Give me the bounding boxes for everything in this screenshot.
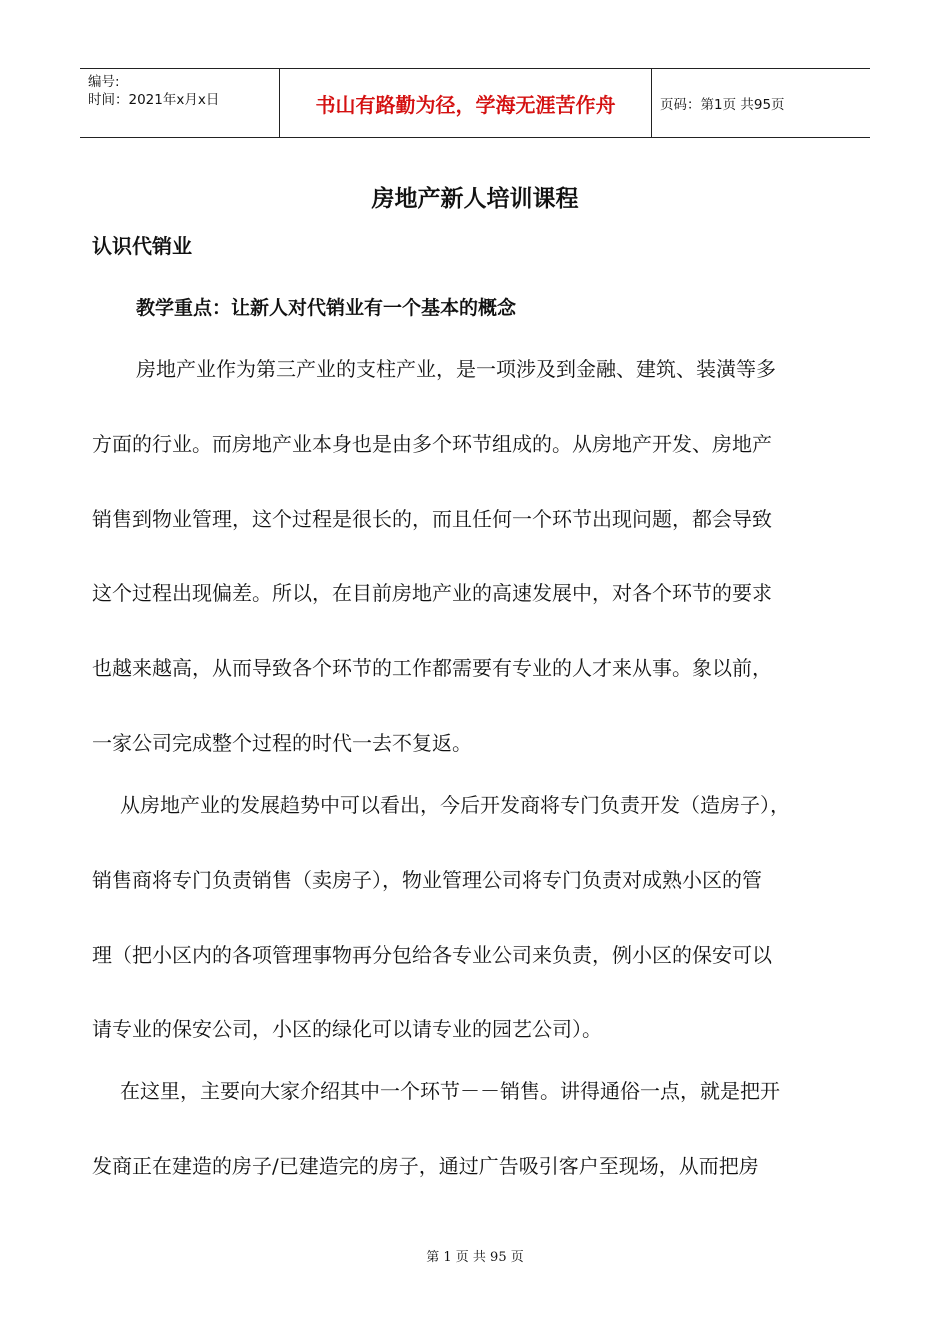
page-header — [80, 68, 870, 138]
page-footer: 第 1 页 共 95 页 — [426, 1250, 524, 1265]
body-line: 请专业的保安公司，小区的绿化可以请专业的园艺公司）。 — [92, 1017, 602, 1041]
section-heading: 认识代销业 — [92, 234, 192, 258]
body-line: 一家公司完成整个过程的时代一去不复返。 — [92, 731, 472, 755]
header-meta — [80, 69, 280, 137]
body-line: 销售商将专门负责销售（卖房子），物业管理公司将专门负责对成熟小区的管 — [92, 868, 762, 892]
body-line: 销售到物业管理，这个过程是很长的，而且任何一个环节出现问题，都会导致 — [92, 507, 772, 531]
body-line: 在这里，主要向大家介绍其中一个环节－－销售。讲得通俗一点，就是把开 — [120, 1079, 780, 1103]
body-line: 从房地产业的发展趋势中可以看出，今后开发商将专门负责开发（造房子）， — [120, 793, 790, 817]
doc-date: 时间：2021年x月x日 — [88, 92, 220, 108]
body-line: 也越来越高，从而导致各个环节的工作都需要有专业的人才来从事。象以前， — [92, 656, 772, 680]
header-motto: 书山有路勤为径，学海无涯苦作舟 — [280, 69, 652, 137]
body-line: 方面的行业。而房地产业本身也是由多个环节组成的。从房地产开发、房地产 — [92, 432, 772, 456]
body-line: 理（把小区内的各项管理事物再分包给各专业公司来负责，例小区的保安可以 — [92, 943, 772, 967]
teaching-focus: 教学重点：让新人对代销业有一个基本的概念 — [136, 297, 517, 319]
document-title: 房地产新人培训课程 — [371, 185, 579, 212]
doc-code-label: 编号: — [88, 74, 120, 90]
header-page-info: 页码：第1页 共95页 — [660, 97, 785, 113]
body-line: 这个过程出现偏差。所以，在目前房地产业的高速发展中，对各个环节的要求 — [92, 581, 772, 605]
body-line: 房地产业作为第三产业的支柱产业，是一项涉及到金融、建筑、装潢等多 — [136, 357, 776, 381]
body-line: 发商正在建造的房子/已建造完的房子，通过广告吸引客户至现场，从而把房 — [92, 1154, 759, 1178]
